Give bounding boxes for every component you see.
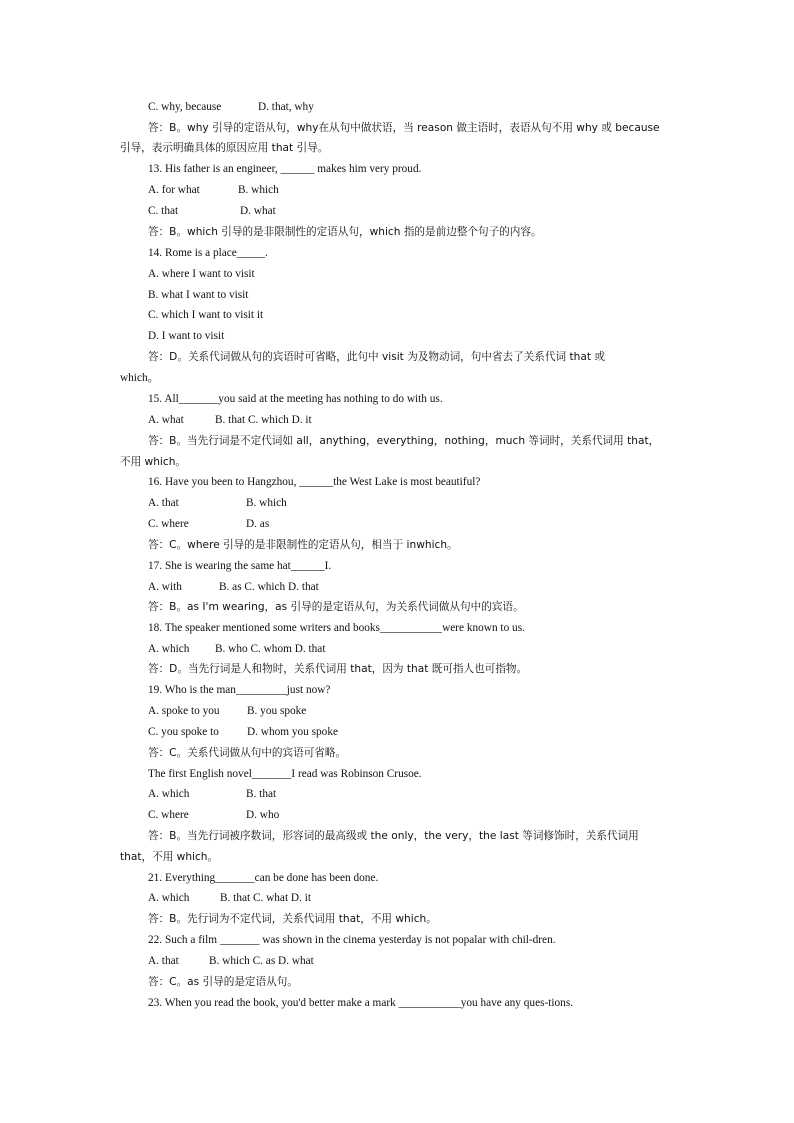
option-column-2: B. which C. as D. what <box>209 955 314 967</box>
line-text: 13. His father is an engineer, ______ makes him very proud. <box>148 163 422 175</box>
text-line-40 <box>148 912 437 926</box>
text-line-33 <box>148 767 422 781</box>
text-line-5 <box>148 183 279 197</box>
text-line-23 <box>148 559 331 573</box>
text-line-20 <box>148 496 287 510</box>
text-line-34 <box>148 787 277 801</box>
line-text: A. that <box>148 955 179 967</box>
line-text: C. which I want to visit it <box>148 309 264 321</box>
line-text: that，不用 which。 <box>120 851 219 863</box>
option-column-2: B. who C. whom D. that <box>215 643 326 655</box>
line-text: 答：C。关系代词做从句中的宾语可省略。 <box>148 747 347 759</box>
line-text: A. what <box>148 414 184 426</box>
option-column-2: B. that <box>246 788 277 800</box>
option-column-2: D. as <box>246 518 270 530</box>
text-line-31 <box>148 725 338 739</box>
line-text: C. where <box>148 809 189 821</box>
text-line-21 <box>148 517 270 531</box>
line-text: A. with <box>148 581 182 593</box>
option-column-2: B. as C. which D. that <box>219 581 319 593</box>
line-text: 18. The speaker mentioned some writers and books___________were known to us. <box>148 622 525 634</box>
line-text: A. that <box>148 497 179 509</box>
text-line-17 <box>148 434 659 448</box>
text-line-36 <box>148 829 639 843</box>
line-text: 答：B。why 引导的定语从句，why在从句中做状语，当 reason 做主语时，表语从句不用 why 或 because <box>148 122 660 134</box>
line-text: B. what I want to visit <box>148 289 249 301</box>
line-text: 15. All_______you said at the meeting has nothing to do with us. <box>148 393 443 405</box>
option-column-2: D. who <box>246 809 280 821</box>
text-line-13 <box>148 350 605 364</box>
text-line-11 <box>148 308 263 322</box>
line-text: C. why, because <box>148 101 222 113</box>
text-line-32 <box>148 746 346 760</box>
line-text: 19. Who is the man_________just now? <box>148 684 331 696</box>
option-column-2: D. whom you spoke <box>247 726 338 738</box>
line-text: which。 <box>120 372 159 384</box>
line-text: 21. Everything_______can be done has been done. <box>148 872 379 884</box>
text-line-39 <box>148 891 311 905</box>
text-line-26 <box>148 621 525 635</box>
line-text: A. for what <box>148 184 200 196</box>
text-line-19 <box>148 475 480 489</box>
text-line-4 <box>148 162 421 176</box>
text-line-2 <box>148 121 660 135</box>
line-text: 22. Such a film _______ was shown in the cinema yesterday is not popalar with chil-dren. <box>148 934 556 946</box>
text-line-25 <box>148 600 524 614</box>
line-text: 答：C。as 引导的是定语从句。 <box>148 976 298 988</box>
text-line-35 <box>148 808 280 822</box>
line-text: 17. She is wearing the same hat______I. <box>148 560 332 572</box>
line-text: 答：B。当先行词是不定代词如 all，anything，everything，nothing，much 等词时，关系代词用 that， <box>148 435 660 447</box>
option-column-2: B. that C. which D. it <box>215 414 312 426</box>
text-line-6 <box>148 204 276 218</box>
line-text: 14. Rome is a place_____. <box>148 247 268 259</box>
text-line-7 <box>148 225 542 239</box>
line-text: 答：B。当先行词被序数词，形容词的最高级或 the only，the very，the last 等词修饰时，关系代词用 <box>148 830 639 842</box>
option-column-2: B. which <box>238 184 279 196</box>
text-line-30 <box>148 704 307 718</box>
option-column-2: B. which <box>246 497 287 509</box>
line-text: 不用 which。 <box>120 456 187 468</box>
text-line-43 <box>148 975 298 989</box>
line-text: 答：D。关系代词做从句的宾语时可省略，此句中 visit 为及物动词，句中省去了关系代词 that 或 <box>148 351 605 363</box>
text-line-9 <box>148 267 255 281</box>
text-line-38 <box>148 871 378 885</box>
line-text: 23. When you read the book, you'd better make a mark ___________you have any ques-tions. <box>148 997 574 1009</box>
text-line-12 <box>148 329 224 343</box>
text-line-41 <box>148 933 556 947</box>
line-text: D. I want to visit <box>148 330 225 342</box>
line-text: A. which <box>148 892 190 904</box>
text-line-29 <box>148 683 330 697</box>
line-text: 引导，表示明确具体的原因应用 that 引导。 <box>120 142 329 154</box>
option-column-2: D. what <box>240 205 276 217</box>
line-text: 答：B。which 引导的是非限制性的定语从句，which 指的是前边整个句子的内容。 <box>148 226 542 238</box>
line-text: 答：D。当先行词是人和物时，关系代词用 that，因为 that 既可指人也可指物。 <box>148 663 528 675</box>
text-line-42 <box>148 954 314 968</box>
line-text: A. which <box>148 643 190 655</box>
line-text: 答：C。where 引导的是非限制性的定语从句，相当于 inwhich。 <box>148 539 458 551</box>
line-text: C. that <box>148 205 179 217</box>
text-line-18 <box>120 455 186 469</box>
text-line-28 <box>148 662 527 676</box>
text-line-8 <box>148 246 268 260</box>
line-text: 16. Have you been to Hangzhou, ______the West Lake is most beautiful? <box>148 476 481 488</box>
line-text: C. where <box>148 518 189 530</box>
text-line-16 <box>148 413 312 427</box>
text-line-3 <box>120 141 328 155</box>
text-line-37 <box>120 850 218 864</box>
text-line-15 <box>148 392 443 406</box>
option-column-2: B. you spoke <box>247 705 307 717</box>
text-line-1 <box>148 100 314 114</box>
line-text: A. where I want to visit <box>148 268 255 280</box>
text-line-44 <box>148 996 573 1010</box>
text-line-27 <box>148 642 326 656</box>
line-text: A. which <box>148 788 190 800</box>
text-line-22 <box>148 538 458 552</box>
text-line-14 <box>120 371 159 385</box>
line-text: 答：B。先行词为不定代词，关系代词用 that，不用 which。 <box>148 913 437 925</box>
line-text: C. you spoke to <box>148 726 219 738</box>
text-line-10 <box>148 288 248 302</box>
option-column-2: D. that, why <box>258 101 314 113</box>
option-column-2: B. that C. what D. it <box>220 892 311 904</box>
line-text: The first English novel_______I read was Robinson Crusoe. <box>148 768 422 780</box>
line-text: A. spoke to you <box>148 705 220 717</box>
text-line-24 <box>148 580 319 594</box>
line-text: 答：B。as I'm wearing，as 引导的是定语从句，为关系代词做从句中的宾语。 <box>148 601 524 613</box>
